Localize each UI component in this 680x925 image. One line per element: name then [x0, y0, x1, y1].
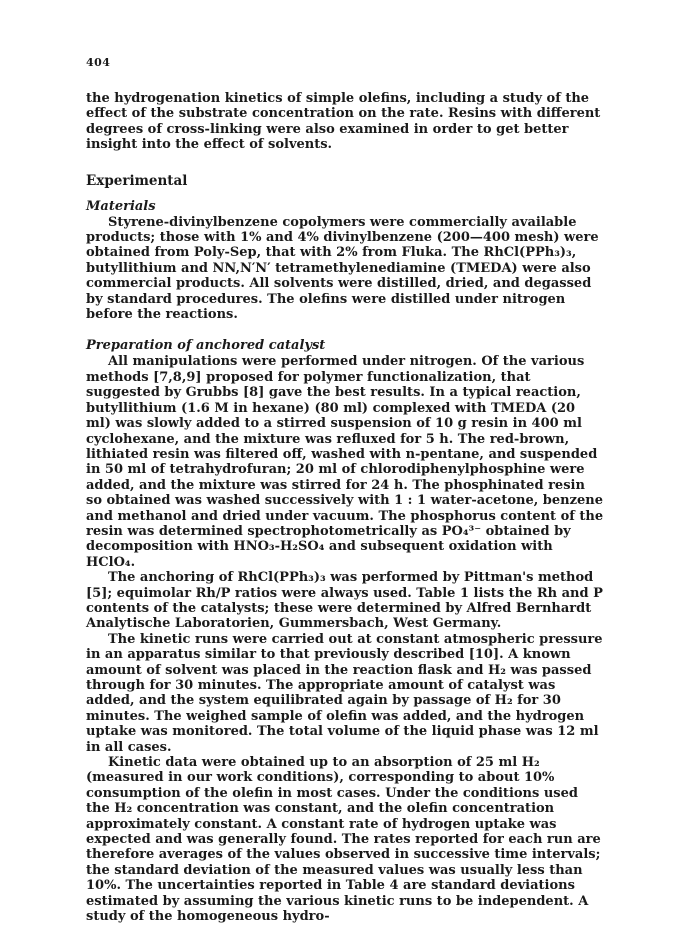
page-number: 404	[86, 56, 111, 69]
subsection-heading-materials: Materials	[86, 198, 156, 214]
preparation-paragraph-2: The anchoring of RhCl(PPh₃)₃ was performed by Pittman's method [5]; equimolar Rh/P ratios were always used. Table 1 lists the Rh and P contents of the catalysts; these were determined by Alfred Bernhardt Analytische Laboratorien, Gummersbach, West Germany.	[86, 570, 603, 632]
preparation-paragraph-4: Kinetic data were obtained up to an absorption of 25 ml H₂ (measured in our work conditions), corresponding to about 10% consumption of the olefin in most cases. Under the conditions used the H₂ concentration was constant, and the olefin concentration approximately constant. A constant rate of hydrogen uptake was expected and was generally found. The rates reported for each run are therefore averages of the values observed in successive time intervals; the standard deviation of the measured values was usually less than 10%. The uncertainties reported in Table 4 are standard deviations estimated by assuming the various kinetic runs to be independent. A study of the homogeneous hydro-	[86, 755, 601, 925]
intro-paragraph: the hydrogenation kinetics of simple olefins, including a study of the effect of the substrate concentration on the rate. Resins with different degrees of cross-linking were also examined in order to get better insight into the effect of solvents.	[86, 91, 601, 153]
materials-paragraph: Styrene-divinylbenzene copolymers were commercially available products; those with 1% and 4% divinylbenzene (200—400 mesh) were obtained from Poly-Sep, that with 2% from Fluka. The RhCl(PPh₃)₃, butyllithium and NN,N′N′ tetramethylenediamine (TMEDA) were also commercial products. All solvents were distilled, dried, and degassed by standard procedures. The olefins were distilled under nitrogen before the reactions.	[86, 214, 599, 323]
subsection-heading-preparation: Preparation of anchored catalyst	[86, 338, 326, 354]
preparation-paragraph-1: All manipulations were performed under nitrogen. Of the various methods [7,8,9] proposed for polymer functionalization, that suggested by Grubbs [8] gave the best results. In a typical reaction, butyllithium (1.6 M in hexane) (80 ml) complexed with TMEDA (20 ml) was slowly added to a stirred suspension of 10 g resin in 400 ml cyclohexane, and the mixture was refluxed for 5 h. The red-brown, lithiated resin was filtered off, washed with n-pentane, and suspended in 50 ml of tetrahydrofuran; 20 ml of chlorodiphenylphosphine were added, and the mixture was stirred for 24 h. The phosphinated resin so obtained was washed successively with 1 : 1 water-acetone, benzene and methanol and dried under vacuum. The phosphorus content of the resin was determined spectrophotometrically as PO₄³⁻ obtained by decomposition with HNO₃-H₂SO₄ and subsequent oxidation with HClO₄.	[86, 354, 604, 570]
section-heading-experimental: Experimental	[86, 172, 188, 189]
preparation-paragraph-3: The kinetic runs were carried out at constant atmospheric pressure in an apparatus similar to that previously described [10]. A known amount of solvent was placed in the reaction flask and H₂ was passed through for 30 minutes. The appropriate amount of catalyst was added, and the system equilibrated again by passage of H₂ for 30 minutes. The weighed sample of olefin was added, and the hydrogen uptake was monitored. The total volume of the liquid phase was 12 ml in all cases.	[86, 631, 603, 755]
